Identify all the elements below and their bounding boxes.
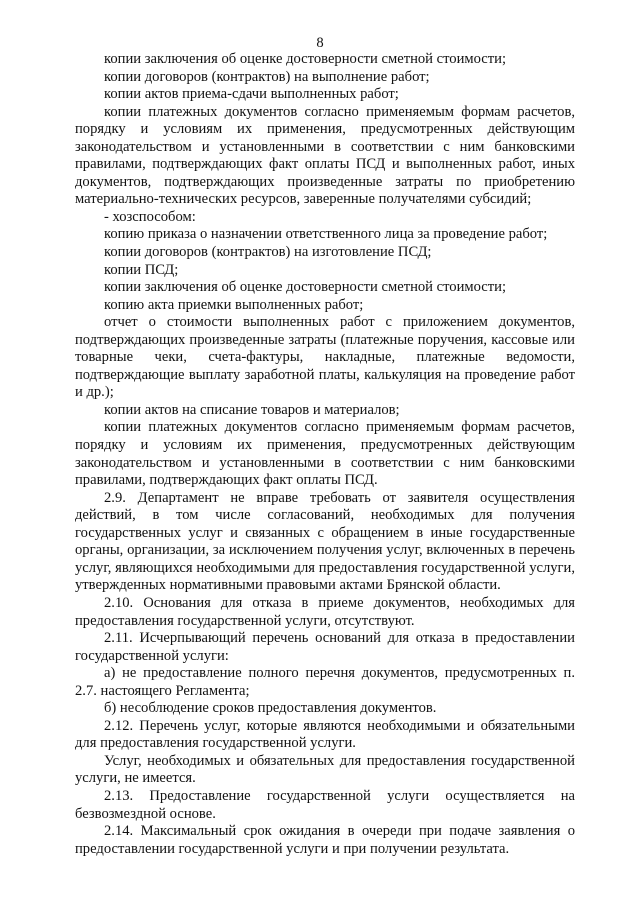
paragraph-2-11: 2.11. Исчерпывающий перечень оснований для отказа в предоставлении государственной услуги:: [75, 630, 575, 664]
paragraph-2-10: 2.10. Основания для отказа в приеме документов, необходимых для предоставления государственной услуги, отсутствуют.: [75, 594, 575, 629]
paragraph-copies-work-contracts: копии договоров (контрактов) на выполнение работ;: [104, 68, 430, 85]
paragraph-no-required-services: Услуг, необходимых и обязательных для предоставления государственной услуги, не имеется.: [75, 752, 575, 787]
paragraph-2-13: 2.13. Предоставление государственной услуги осуществляется на безвозмездной основе.: [75, 787, 575, 822]
paragraph-2-12: 2.12. Перечень услуг, которые являются необходимыми и обязательными для предоставления государственной услуги.: [75, 717, 575, 752]
paragraph-copy-order-responsible: копию приказа о назначении ответственного лица за проведение работ;: [104, 226, 548, 243]
paragraph-2-11-a: а) не предоставление полного перечня документов, предусмотренных п. 2.7. настоящего Регламента;: [75, 665, 575, 699]
paragraph-cost-report: отчет о стоимости выполненных работ с приложением документов, подтверждающих произведенные затраты (платежные поручения, кассовые или товарные чеки, счета-фактуры, накладные, платежные ведомости, подтверждающие выплату заработной платы, калькуляция на проведение работ и др.);: [75, 314, 575, 401]
paragraph-copies-write-off-acts: копии актов на списание товаров и материалов;: [104, 401, 400, 418]
paragraph-copies-estimate-review: копии заключения об оценке достоверности сметной стоимости;: [104, 51, 507, 67]
paragraph-2-9: 2.9. Департамент не вправе требовать от заявителя осуществления действий, в том числе согласований, необходимых для получения государственных услуг и связанных с обращением в иные государственные органы, организации, за исключением получения услуг, включенных в перечень услуг, являющихся необходимыми для предоставления государственной услуги, утвержденных нормативными правовыми актами Брянской области.: [75, 489, 575, 594]
paragraph-copies-design-contracts: копии договоров (контрактов) на изготовление ПСД;: [104, 244, 432, 261]
document-body: [75, 51, 575, 858]
paragraph-copies-estimate-review-2: копии заключения об оценке достоверности сметной стоимости;: [104, 279, 507, 296]
page-number: 8: [316, 35, 324, 51]
paragraph-copies-payment-documents: копии платежных документов согласно применяемым формам расчетов, порядку и условиям их применения, предусмотренных действующим законодательством и установленными в соответствии с ним банковскими правилами, подтверждающих факт оплаты ПСД и выполненных работ, иных документов, подтверждающих произведенные затраты по приобретению материально-технических ресурсов, заверенные получателями субсидий;: [75, 103, 575, 208]
paragraph-copies-design-docs: копии ПСД;: [104, 261, 179, 278]
paragraph-copies-payment-documents-2: копии платежных документов согласно применяемым формам расчетов, порядку и условиям их применения, предусмотренных действующим законодательством и установленными в соответствии с ним банковскими правилами, подтверждающих факт оплаты ПСД.: [75, 419, 575, 489]
paragraph-copies-acceptance-acts: копии актов приема-сдачи выполненных работ;: [104, 86, 399, 103]
paragraph-copy-acceptance-act: копию акта приемки выполненных работ;: [104, 296, 364, 313]
paragraph-in-house-method: - хозспособом:: [104, 208, 196, 225]
paragraph-2-11-b: б) несоблюдение сроков предоставления документов.: [104, 700, 437, 717]
paragraph-2-14: 2.14. Максимальный срок ожидания в очереди при подаче заявления о предоставлении государственной услуги и при получении результата.: [75, 823, 575, 857]
